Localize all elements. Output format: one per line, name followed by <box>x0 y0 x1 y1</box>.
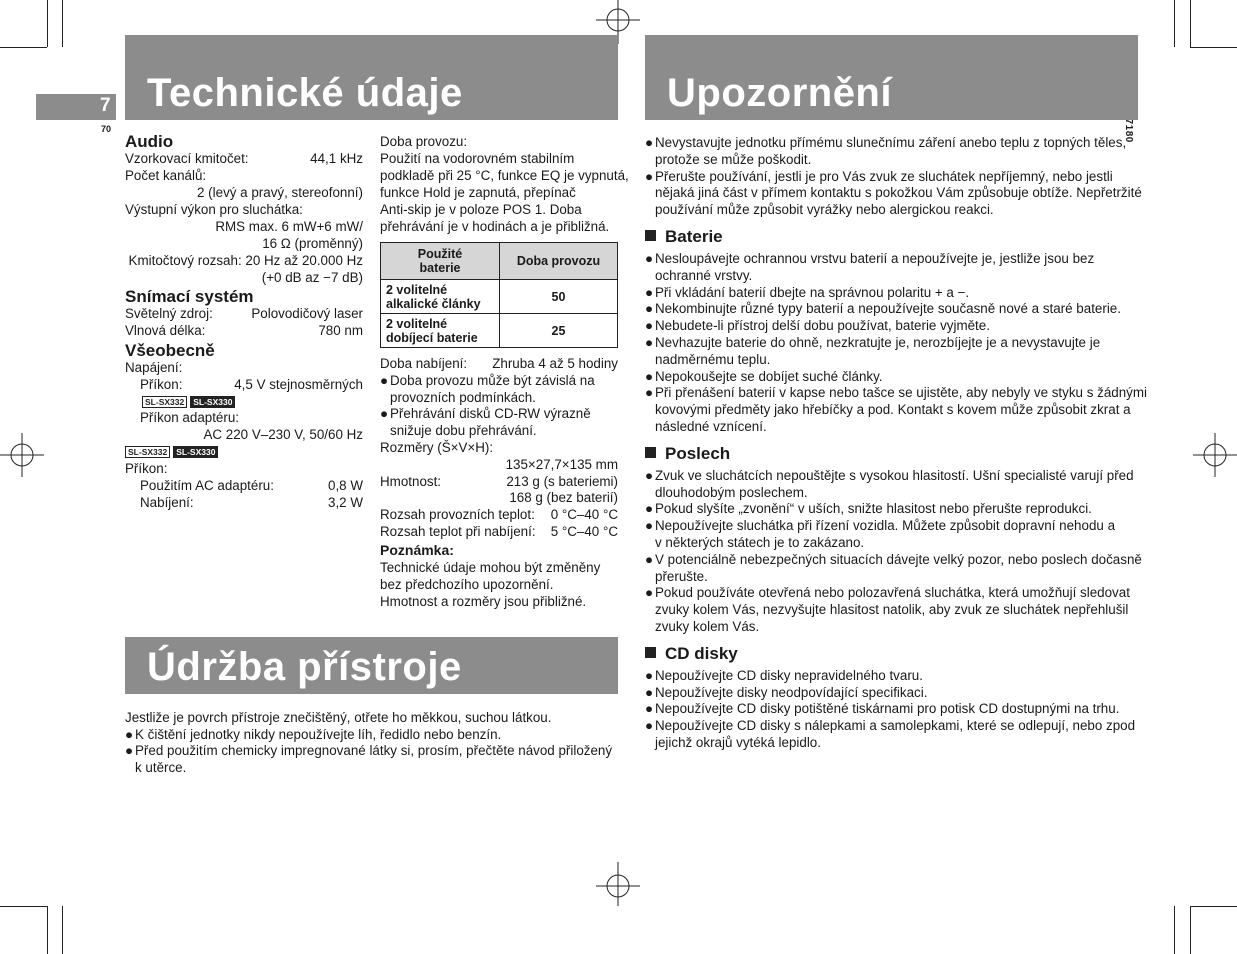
spec-label: Použitím AC adaptéru: <box>140 478 274 493</box>
spec-label: Rozsah teplot při nabíjení: <box>380 524 536 539</box>
note-heading: Poznámka: <box>380 542 454 558</box>
spec-value: 213 g (s bateriemi) <box>506 474 618 489</box>
title-band-maint <box>125 637 618 694</box>
spec-label: Příkon: <box>125 461 168 476</box>
crop-mark <box>0 47 47 48</box>
table-header: Doba provozu <box>500 243 618 280</box>
list-item: ● Nepoužívejte disky neodpovídající specifikaci. <box>645 684 928 700</box>
list-item: ● Nepoužívejte CD disky s nálepkami a samolepkami, které se odlepují, nebo zpod jejichž okrajů vytéká lepidlo. <box>645 718 1136 750</box>
table-cell: 2 volitelné dobíjecí baterie <box>381 314 500 348</box>
spec-value: 16 Ω (proměnný) <box>262 236 363 251</box>
spec-value: 44,1 kHz <box>310 151 363 166</box>
crop-mark <box>0 906 47 907</box>
crop-mark <box>62 906 63 954</box>
list-item: ● Při vkládání baterií dbejte na správnou polaritu + a −. <box>645 284 970 300</box>
spec-value: 3,2 W <box>328 495 363 510</box>
list-item: ● Nekombinujte různé typy baterií a nepoužívejte současně nové a staré baterie. <box>645 301 1121 317</box>
spec-label: Doba nabíjení: <box>380 356 468 371</box>
note-text: bez předchozího upozornění. <box>380 577 554 592</box>
crop-mark <box>1190 0 1191 47</box>
audio-heading: Audio <box>125 132 174 151</box>
spec-label: Příkon adaptéru: <box>140 410 240 425</box>
spec-value: Polovodičový laser <box>251 306 363 321</box>
table-row <box>381 314 618 348</box>
spec-label: Napájení: <box>125 360 183 375</box>
spec-value: 4,5 V stejnosměrných <box>234 377 363 392</box>
spec-value: Zhruba 4 až 5 hodiny <box>492 356 618 371</box>
spec-value: 5 °C–40 °C <box>550 524 618 539</box>
crop-mark <box>1190 906 1191 954</box>
spec-label: Vlnová délka: <box>125 323 206 338</box>
table-row <box>381 280 618 314</box>
table-header: Použité baterie <box>381 243 500 280</box>
crop-mark <box>1190 906 1237 907</box>
list-item: ● Nepoužívejte sluchátka při řízení vozidla. Můžete způsobit dopravní nehodu a v některých státech je to zakázano. <box>645 518 1116 550</box>
model-badge: SL-SX330 <box>173 446 218 458</box>
battery-heading: Baterie <box>645 227 723 247</box>
model-badge: SL-SX332 <box>142 396 187 408</box>
spec-value: (+0 dB az −7 dB) <box>261 270 363 285</box>
table-cell: 50 <box>500 280 618 314</box>
model-badges <box>125 444 221 461</box>
model-badge: SL-SX332 <box>125 446 170 458</box>
spec-value: 168 g (bez baterií) <box>509 490 618 505</box>
spec-label: Nabíjení: <box>140 495 194 510</box>
operation-text: Použití na vodorovném stabilním <box>380 151 575 166</box>
crop-mark <box>1174 906 1175 954</box>
registration-mark-icon <box>1193 433 1237 477</box>
operation-text: přehrávání je v hodinách a je přibližná. <box>380 219 610 234</box>
list-item: ● Pokud slyšíte „zvonění“ v uších, snižte hlasitost nebo přerušte reprodukci. <box>645 501 1092 517</box>
operation-text: podkladě při 25 °C, funkce EQ je vypnutá, <box>380 168 629 183</box>
registration-mark-icon <box>596 862 640 906</box>
list-item: ● Při přenášení baterií v kapse nebo tašce se ujistěte, aby nebyly ve styku s žádnými kovovými předměty jako hřebíčky a pod. Kontakt s kovem může způsobit zkrat a následné vznícení. <box>645 385 1147 434</box>
spec-label: Výstupní výkon pro sluchátka: <box>125 202 303 217</box>
spec-value: 135×27,7×135 mm <box>505 457 618 472</box>
operation-text: Anti-skip je v poloze POS 1. Doba <box>380 202 582 217</box>
list-item: ● Doba provozu může být závislá na provozních podmínkách. <box>380 373 595 405</box>
spec-label: Hmotnost: <box>380 474 442 489</box>
general-heading: Všeobecně <box>125 341 215 360</box>
table-cell: 2 volitelné alkalické články <box>381 280 500 314</box>
spec-value: 2 (levý a pravý, stereofonní) <box>197 185 363 200</box>
spec-label: Vzorkovací kmitočet: <box>125 151 249 166</box>
spec-label: Rozsah provozních teplot: <box>380 507 535 522</box>
list-item: ● Před použitím chemicky impregnované látky si, prosím, přečtěte návod přiložený k utěrce. <box>125 743 613 775</box>
table-header-row <box>381 243 618 280</box>
crop-mark <box>47 906 48 954</box>
page-title-tech: Technické údaje <box>147 71 463 115</box>
pickup-heading: Snímací systém <box>125 287 254 306</box>
spec-label: Světelný zdroj: <box>125 306 213 321</box>
list-item: ● Nepokoušejte se dobíjet suché články. <box>645 368 883 384</box>
list-item: ● V potenciálně nebezpečných situacích dávejte velký pozor, nebo poslech dočasně přerušte. <box>645 551 1142 584</box>
spec-label: Rozměry (Š×V×H): <box>380 440 494 455</box>
spec-label: Počet kanálů: <box>125 168 207 183</box>
square-bullet-icon <box>645 230 656 241</box>
list-item: ● Nepoužívejte CD disky potištěné tiskárnami pro potisk CD dostupnými na trhu. <box>645 701 1120 717</box>
spec-label: Příkon: <box>140 377 183 392</box>
crop-mark <box>47 0 48 47</box>
spec-label: Doba provozu: <box>380 134 468 149</box>
cd-heading: CD disky <box>645 644 738 664</box>
list-item: ● Pokud používáte otevřená nebo polozavřená sluchátka, která umožňují sledovat zvuky kolem Vás, nezvyšujte hlasitost natolik, aby zvuk ze sluchátek nepřehlušil zvuky kolem Vás. <box>645 585 1130 634</box>
list-item: ● Nepoužívejte CD disky nepravidelného tvaru. <box>645 667 923 683</box>
operation-table <box>380 242 618 348</box>
list-item: ● Nesloupávejte ochrannou vrstvu baterií a nepoužívejte je, jestliže jsou bez ochranné vrstvy. <box>645 251 1095 283</box>
list-item: ● Přerušte používání, jestli je pro Vás zvuk ze sluchátek nepříjemný, nebo jestli nějaká jiná část v přímem kontaktu s pokožkou Vám způsobuje obtíže. Nepřetržité používání může způsobit vyrážky nebo alergickou reakci. <box>645 168 1142 218</box>
model-badge: SL-SX330 <box>190 396 235 408</box>
spec-value: 0 °C–40 °C <box>550 507 618 522</box>
table-cell: 25 <box>500 314 618 348</box>
note-text: Hmotnost a rozměry jsou přibližné. <box>380 594 587 609</box>
list-item: ● K čištění jednotky nikdy nepoužívejte líh, ředidlo nebo benzín. <box>125 727 502 742</box>
list-item: ● Přehrávání disků CD-RW výrazně snižuje dobu přehrávání. <box>380 406 591 438</box>
spec-value: 780 nm <box>318 323 363 338</box>
crop-mark <box>1174 0 1175 47</box>
page-number: 7 <box>100 95 111 116</box>
list-item: ● Zvuk ve sluchátcích nepouštějte s vysokou hlasitostí. Ušní specialisté varují před dlouhodobým poslechem. <box>645 467 1134 500</box>
square-bullet-icon <box>645 447 656 458</box>
page-title-maint: Údržba přístroje <box>147 645 462 689</box>
square-bullet-icon <box>645 647 656 658</box>
registration-mark-icon <box>0 433 44 477</box>
maint-intro: Jestliže je povrch přístroje znečištěný, otřete ho měkkou, suchou látkou. <box>125 710 552 725</box>
model-badges <box>142 394 238 411</box>
page-title-warn: Upozornění <box>667 71 892 115</box>
page-number-small: 70 <box>101 124 112 134</box>
spec-value: RMS max. 6 mW+6 mW/ <box>215 219 363 234</box>
spec-value: 0,8 W <box>328 478 363 493</box>
operation-text: funkce Hold je zapnutá, přepínač <box>380 185 576 200</box>
listening-heading: Poslech <box>645 444 730 464</box>
note-text: Technické údaje mohou být změněny <box>380 560 601 575</box>
list-item: ● Nevhazujte baterie do ohně, nezkratujte je, nerozbíjejte je a nevystavujte je nadměrnému teplu. <box>645 335 1101 367</box>
title-band-tech <box>125 35 618 120</box>
list-item: ● Nevystavujte jednotku přímému slunečnímu záření anebo teplu z topných těles, protože se může poškodit. <box>645 135 1127 167</box>
title-band-warn <box>645 35 1138 120</box>
crop-mark <box>62 0 63 47</box>
list-item: ● Nebudete-li přístroj delší dobu používat, baterie vyjměte. <box>645 318 990 334</box>
crop-mark <box>1190 47 1237 48</box>
spec-value: AC 220 V–230 V, 50/60 Hz <box>203 427 363 442</box>
spec-label: Kmitočtový rozsah: 20 Hz až 20.000 Hz <box>128 253 363 268</box>
